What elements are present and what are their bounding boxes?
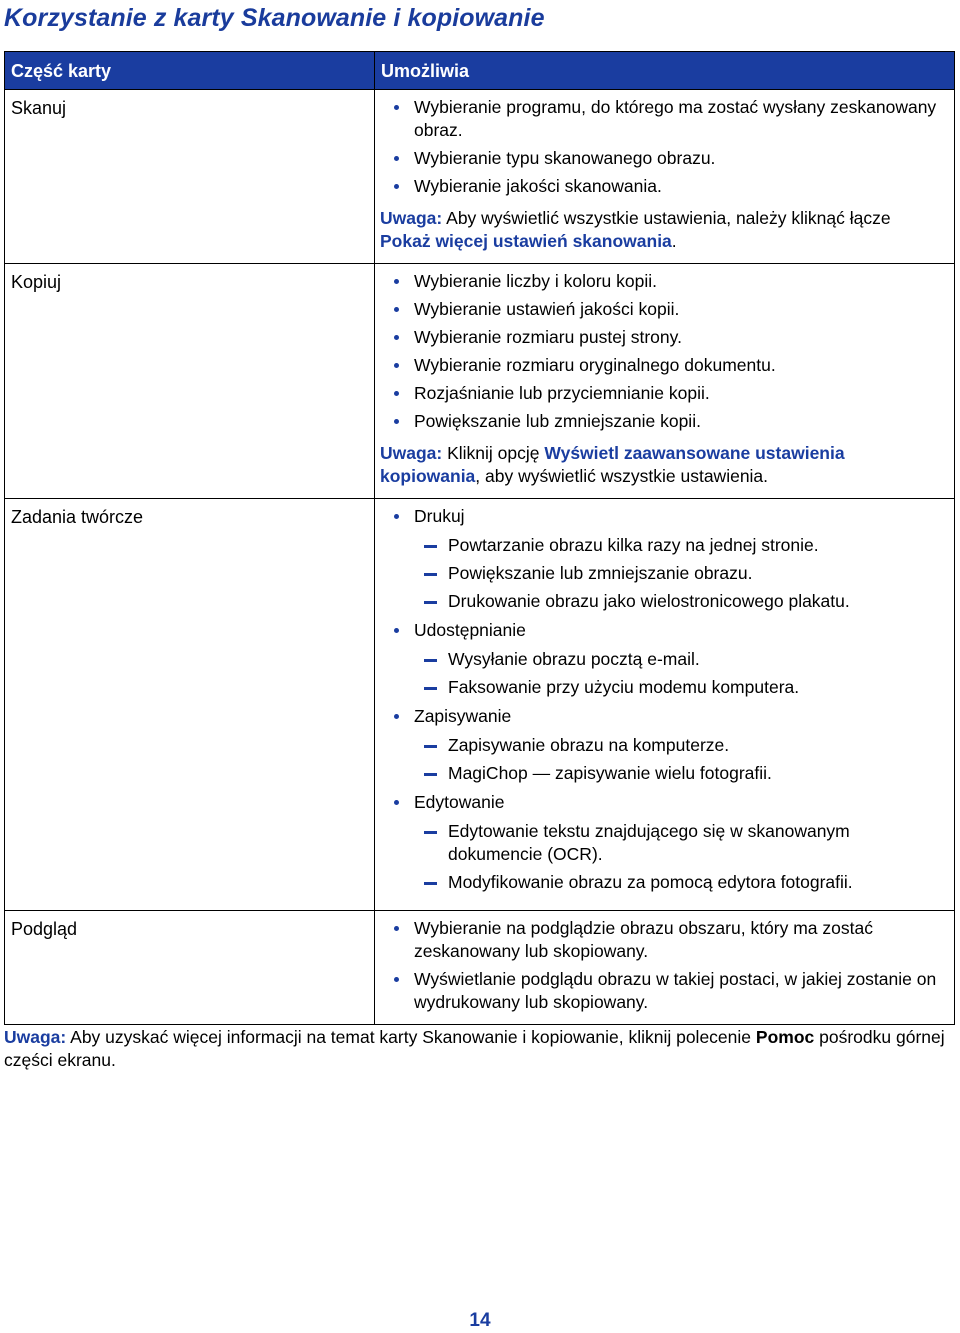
list-item: Wybieranie na podglądzie obrazu obszaru, który ma zostać zeskanowany lub skopiowany. <box>380 917 946 963</box>
page-title: Korzystanie z karty Skanowanie i kopiowanie <box>4 4 545 32</box>
list-item: Wybieranie jakości skanowania. <box>380 175 946 198</box>
header-enables: Umożliwia <box>375 52 955 90</box>
ui-reference: Pokaż więcej ustawień skanowania <box>380 231 672 251</box>
list-item-edit: Edytowanie Edytowanie tekstu znajdującego się w skanowanym dokumencie (OCR). Modyfikowanie obrazu za pomocą edytora fotografii. <box>380 791 946 894</box>
dash-icon <box>424 882 437 885</box>
list-item: Wybieranie rozmiaru oryginalnego dokumentu. <box>380 354 946 377</box>
description-cell <box>375 90 955 264</box>
sub-list-item: Modyfikowanie obrazu za pomocą edytora fotografii. <box>414 871 946 894</box>
table-header-row <box>5 52 955 90</box>
list-item-save: Zapisywanie Zapisywanie obrazu na komputerze. MagiChop — zapisywanie wielu fotografii. <box>380 705 946 785</box>
sub-list-item: Zapisywanie obrazu na komputerze. <box>414 734 946 757</box>
part-cell: Kopiuj <box>5 264 375 499</box>
sub-list-item: Powiększanie lub zmniejszanie obrazu. <box>414 562 946 585</box>
dash-icon <box>424 745 437 748</box>
note-label: Uwaga: <box>4 1027 67 1047</box>
bullet-list <box>380 270 946 433</box>
bullet-list <box>380 505 946 894</box>
bullet-icon <box>394 335 399 340</box>
part-cell: Skanuj <box>5 90 375 264</box>
bullet-icon <box>394 800 399 805</box>
list-item: Wybieranie ustawień jakości kopii. <box>380 298 946 321</box>
bullet-list <box>380 917 946 1014</box>
dash-icon <box>424 687 437 690</box>
bullet-icon <box>394 514 399 519</box>
sub-list-item: Wysyłanie obrazu pocztą e-mail. <box>414 648 946 671</box>
features-table <box>4 51 955 1025</box>
sub-list-item: Drukowanie obrazu jako wielostronicowego plakatu. <box>414 590 946 613</box>
bullet-icon <box>394 184 399 189</box>
dash-icon <box>424 773 437 776</box>
note-label: Uwaga: <box>380 443 443 463</box>
bullet-icon <box>394 714 399 719</box>
list-item-print: Drukuj Powtarzanie obrazu kilka razy na jednej stronie. Powiększanie lub zmniejszanie obrazu. Drukowanie obrazu jako wielostronicowego plakatu. <box>380 505 946 613</box>
dash-icon <box>424 831 437 834</box>
dash-icon <box>424 573 437 576</box>
bullet-icon <box>394 977 399 982</box>
bullet-icon <box>394 307 399 312</box>
bullet-icon <box>394 391 399 396</box>
dash-icon <box>424 659 437 662</box>
sub-list-item: Powtarzanie obrazu kilka razy na jednej stronie. <box>414 534 946 557</box>
table-row-copy <box>5 264 955 499</box>
list-item: Wyświetlanie podglądu obrazu w takiej postaci, w jakiej zostanie on wydrukowany lub skopiowany. <box>380 968 946 1014</box>
sub-list <box>414 820 946 894</box>
page-number: 14 <box>469 1310 491 1331</box>
note: Uwaga: Kliknij opcję Wyświetl zaawansowane ustawienia kopiowania, aby wyświetlić wszystkie ustawienia. <box>380 443 845 486</box>
table-row-preview <box>5 911 955 1025</box>
sub-list <box>414 648 946 699</box>
bullet-list <box>380 96 946 198</box>
sub-list <box>414 734 946 785</box>
list-item: Wybieranie typu skanowanego obrazu. <box>380 147 946 170</box>
ui-reference: Wyświetl zaawansowane ustawienia kopiowania <box>380 443 845 486</box>
footer-note: Uwaga: Aby uzyskać więcej informacji na temat karty Skanowanie i kopiowanie, kliknij polecenie Pomoc pośrodku górnej części ekranu. <box>4 1027 945 1070</box>
bullet-icon <box>394 363 399 368</box>
table-row-creative-tasks <box>5 499 955 911</box>
sub-list-item: MagiChop — zapisywanie wielu fotografii. <box>414 762 946 785</box>
part-cell: Zadania twórcze <box>5 499 375 911</box>
list-item: Wybieranie rozmiaru pustej strony. <box>380 326 946 349</box>
ui-reference: Pomoc <box>755 1027 815 1047</box>
bullet-icon <box>394 628 399 633</box>
bullet-icon <box>394 279 399 284</box>
note: Uwaga: Aby wyświetlić wszystkie ustawienia, należy kliknąć łącze Pokaż więcej ustawień skanowania. <box>380 208 891 251</box>
sub-list-item: Edytowanie tekstu znajdującego się w skanowanym dokumencie (OCR). <box>414 820 946 866</box>
list-item: Rozjaśnianie lub przyciemnianie kopii. <box>380 382 946 405</box>
sub-list <box>414 534 946 613</box>
bullet-icon <box>394 156 399 161</box>
description-cell <box>375 911 955 1025</box>
description-cell <box>375 499 955 911</box>
sub-list-item: Faksowanie przy użyciu modemu komputera. <box>414 676 946 699</box>
dash-icon <box>424 545 437 548</box>
list-item: Wybieranie programu, do którego ma zostać wysłany zeskanowany obraz. <box>380 96 946 142</box>
description-cell <box>375 264 955 499</box>
list-item: Powiększanie lub zmniejszanie kopii. <box>380 410 946 433</box>
bullet-icon <box>394 105 399 110</box>
bullet-icon <box>394 926 399 931</box>
list-item: Wybieranie liczby i koloru kopii. <box>380 270 946 293</box>
part-cell: Podgląd <box>5 911 375 1025</box>
note-label: Uwaga: <box>380 208 443 228</box>
list-item-share: Udostępnianie Wysyłanie obrazu pocztą e-mail. Faksowanie przy użyciu modemu komputera. <box>380 619 946 699</box>
table-row-scan <box>5 90 955 264</box>
bullet-icon <box>394 419 399 424</box>
header-part: Część karty <box>5 52 375 90</box>
dash-icon <box>424 601 437 604</box>
